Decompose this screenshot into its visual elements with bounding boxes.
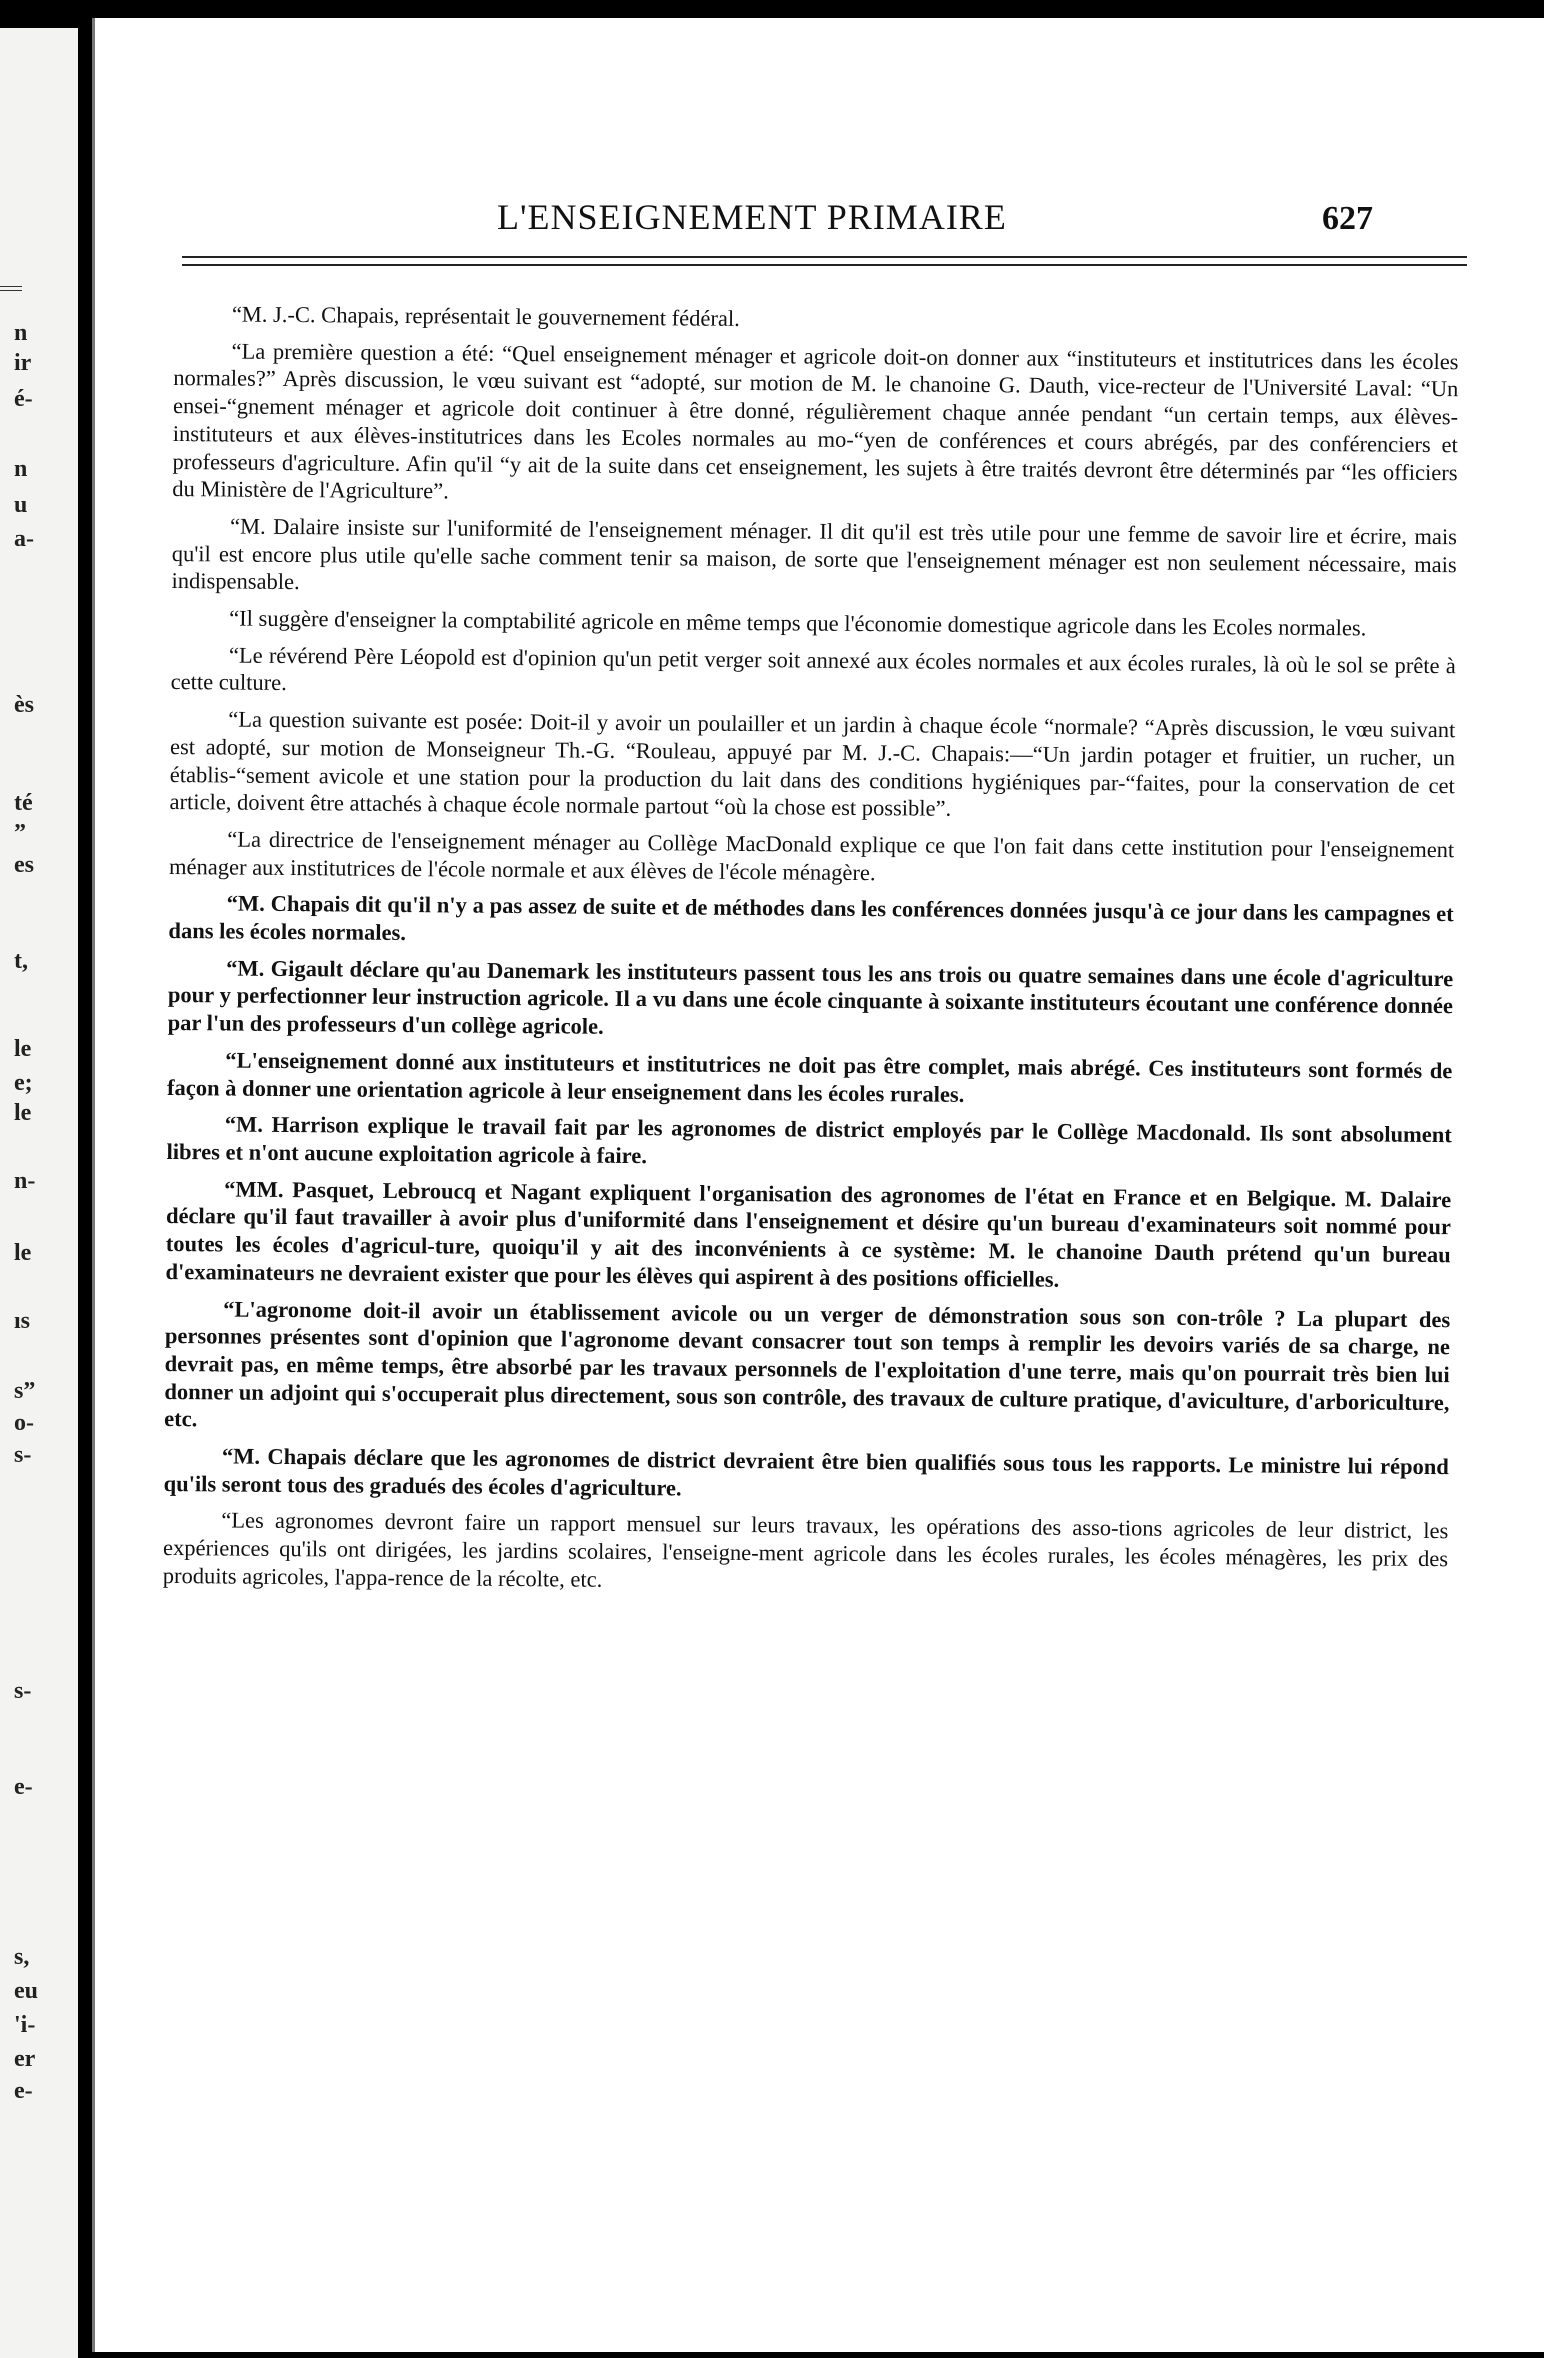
fragment: s- bbox=[14, 1442, 32, 1468]
fragment: t, bbox=[14, 948, 28, 974]
paragraph: “M. Chapais dit qu'il n'y a pas assez de suite et de méthodes dans les conférences données jusqu'à ce jour dans les campagnes et dans les écoles normales. bbox=[168, 890, 1454, 946]
paragraph: “L'agronome doit-il avoir un établissement avicole ou un verger de démonstration sous son con-trôle ? La plupart des personnes présentes sont d'opinion que l'agronome devant consacrer tout son temps à remplir les devoirs variés de sa charge, ne devrait pas, en même temps, être absorbé par les travaux personnels de l'exploitation d'une terre, mais qu'on pourrait très bien lui donner un adjoint qui s'occuperait plus directement, sous son contrôle, des travaux de culture pratique, d'aviculture, d'arboriculture, etc. bbox=[164, 1295, 1451, 1432]
fragment: a- bbox=[14, 526, 34, 552]
paragraph: “La question suivante est posée: Doit-il y avoir un poulailler et un jardin à chaque école “normale? “Après discussion, le vœu suivant est adopté, sur motion de Monseigneur Th.-G. “Rouleau, appuyé par M. J.-C. Chapais:—“Un jardin potager et fruitier, un rucher, un établis-“sement avicole et une station pour la production du lait dans des conditions hygiéniques par-“faites, pour la conservation de cet article, doivent être attachés à chaque école normale partout “où la chose est possible”. bbox=[169, 706, 1456, 822]
paragraph: “M. Harrison explique le travail fait par les agronomes de district employés par le Collège Macdonald. Ils sont absolument libres et n'ont aucune exploitation agricole à faire. bbox=[166, 1111, 1452, 1169]
fragment: ir bbox=[14, 350, 32, 376]
fragment: le bbox=[14, 1036, 32, 1062]
fragment: e- bbox=[14, 2078, 33, 2104]
fragment: eu bbox=[14, 1978, 38, 2004]
previous-page-rule bbox=[0, 286, 22, 291]
fragment: n- bbox=[14, 1168, 36, 1194]
page-header bbox=[92, 196, 1544, 240]
fragment: le bbox=[14, 1240, 32, 1266]
paragraph: “La première question a été: “Quel enseignement ménager et agricole doit-on donner aux “instituteurs et institutrices dans les écoles normales?” Après discussion, le vœu suivant est “adopté, sur motion de M. le chanoine G. Dauth, vice-recteur de l'Université Laval: “Un ensei-“gnement ménager et agricole doit continuer à être donné, régulièrement chaque année pendant “un certain temps, aux élèves-instituteurs et aux élèves-institutrices dans les Ecoles normales au mo-“yen de conférences et cours abrégés, par des conférenciers et professeurs d'agriculture. Afin qu'il “y ait de la suite dans cet enseignement, les sujets à être traités devront être déterminés par “les officiers du Ministère de l'Agriculture”. bbox=[172, 338, 1459, 504]
fragment: té bbox=[14, 790, 33, 816]
fragment: es bbox=[14, 852, 34, 878]
paragraph: “Le révérend Père Léopold est d'opinion qu'un petit verger soit annexé aux écoles normales et aux écoles rurales, là où le sol se prête à cette culture. bbox=[170, 642, 1456, 696]
paragraph: “M. J.-C. Chapais, représentait le gouvernement fédéral. bbox=[231, 301, 740, 331]
fragment: é- bbox=[14, 386, 33, 412]
paragraph: “Il suggère d'enseigner la comptabilité agricole en même temps que l'économie domestique agricole dans les Ecoles normales. bbox=[229, 605, 1367, 641]
fragment: ès bbox=[14, 692, 34, 718]
fragment: u bbox=[14, 492, 28, 518]
fragment: le bbox=[14, 1100, 32, 1126]
fragment: s, bbox=[14, 1944, 30, 1970]
paragraph: “M. Gigault déclare qu'au Danemark les instituteurs passent tous les ans trois ou quatre semaines dans une école d'agriculture pour y perfectionner leur instruction agricole. Il a vu dans une école cinquante à soixante instituteurs écoutant une conférence donnée par l'un des professeurs d'un collège agricole. bbox=[167, 955, 1454, 1039]
body-text bbox=[163, 300, 1459, 1610]
paragraph: “M. Chapais déclare que les agronomes de district devraient être bien qualifiés sous tous les rapports. Le ministre lui répond qu'ils seront tous des gradués des écoles d'agriculture. bbox=[163, 1443, 1449, 1501]
book-page bbox=[92, 18, 1544, 2352]
fragment: n bbox=[14, 320, 28, 346]
fragment: e- bbox=[14, 1774, 33, 1800]
fragment: s- bbox=[14, 1678, 32, 1704]
running-title: L'ENSEIGNEMENT PRIMAIRE bbox=[497, 197, 1007, 237]
paragraph: “La directrice de l'enseignement ménager au Collège MacDonald explique ce que l'on fait dans cette institution pour l'enseignement ménager aux institutrices de l'école normale et aux élèves de l'école ménagère. bbox=[168, 826, 1455, 885]
previous-page-edge bbox=[0, 28, 78, 2358]
fragment: o- bbox=[14, 1410, 34, 1436]
header-rule bbox=[182, 256, 1467, 266]
page-number: 627 bbox=[1322, 200, 1373, 237]
paragraph: “L'enseignement donné aux instituteurs et institutrices ne doit pas être complet, mais abrégé. Ces instituteurs sont formés de façon à donner une orientation agricole à leur enseignement dans les écoles rurales. bbox=[167, 1047, 1453, 1107]
fragment: n bbox=[14, 456, 28, 482]
fragment: ıs bbox=[14, 1308, 31, 1334]
fragment: er bbox=[14, 2046, 36, 2072]
fragment: e; bbox=[14, 1070, 33, 1096]
paragraph: “MM. Pasquet, Lebroucq et Nagant expliquent l'organisation des agronomes de l'état en France et en Belgique. M. Dalaire déclare qu'il faut travailler à avoir plus d'uniformité dans l'enseignement et désire qu'un bureau d'examinateurs soit nommé pour toutes les écoles d'agricul-ture, quoiqu'il y ait des inconvénients à ce système: M. le chanoine Dauth prétend qu'un bureau d'examinateurs ne devraient exister que pour les élèves qui aspirent à des positions officielles. bbox=[165, 1176, 1452, 1292]
paragraph: “M. Dalaire insiste sur l'uniformité de l'enseignement ménager. Il dit qu'il est très utile pour une femme de savoir lire et écrire, mais qu'il est encore plus utile qu'elle sache comment tenir sa maison, de sorte que l'enseignement ménager est non seulement nécessaire, mais indispensable. bbox=[171, 513, 1458, 595]
fragment: 'i- bbox=[14, 2012, 36, 2038]
paragraph: “Les agronomes devront faire un rapport mensuel sur leurs travaux, les opérations des asso-tions agricoles de leur district, les expériences qu'ils ont dirigées, les jardins scolaires, l'enseigne-ment agricole dans les écoles rurales, les écoles ménagères, les prix des produits agricoles, l'appa-rence de la récolte, etc. bbox=[162, 1507, 1449, 1592]
fragment: s” bbox=[14, 1378, 36, 1404]
fragment: ” bbox=[14, 820, 26, 846]
